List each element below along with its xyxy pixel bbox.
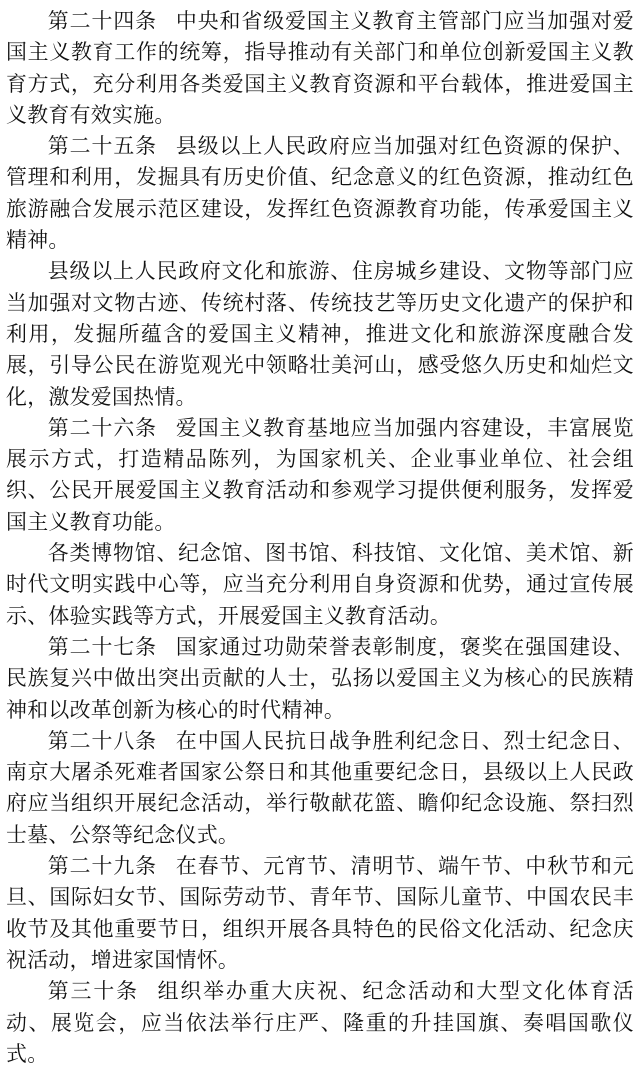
article-number: 第二十八条 bbox=[47, 728, 158, 753]
article-number: 第二十九条 bbox=[47, 854, 158, 879]
paragraph-text: 在春节、元宵节、清明节、端午节、中秋节和元旦、国际妇女节、国际劳动节、青年节、国际儿童节、中国农民丰收节及其他重要节日，组织开展各具特色的民俗文化活动、纪念庆祝活动，增进家国情怀。 bbox=[6, 854, 634, 972]
paragraph-text: 各类博物馆、纪念馆、图书馆、科技馆、文化馆、美术馆、新时代文明实践中心等，应当充分利用自身资源和优势，通过宣传展示、体验实践等方式，开展爱国主义教育活动。 bbox=[6, 541, 634, 628]
paragraph-text: 在中国人民抗日战争胜利纪念日、烈士纪念日、南京大屠杀死难者国家公祭日和其他重要纪念日，县级以上人民政府应当组织开展纪念活动，举行敬献花篮、瞻仰纪念设施、祭扫烈士墓、公祭等纪念仪式。 bbox=[6, 728, 634, 847]
paragraph-text: 国家通过功勋荣誉表彰制度，褒奖在强国建设、民族复兴中做出突出贡献的人士，弘扬以爱国主义为核心的民族精神和以改革创新为核心的时代精神。 bbox=[6, 634, 634, 722]
paragraph-text: 中央和省级爱国主义教育主管部门应当加强对爱国主义教育工作的统筹，指导推动有关部门和单位创新爱国主义教育方式，充分利用各类爱国主义教育资源和平台载体，推进爱国主义教育有效实施。 bbox=[6, 9, 634, 127]
paragraph-text: 县级以上人民政府文化和旅游、住房城乡建设、文物等部门应当加强对文物古迹、传统村落、传统技艺等历史文化遗产的保护和利用，发掘所蕴含的爱国主义精神，推进文化和旅游深度融合发展，引导公民在游览观光中领略壮美河山，感受悠久历史和灿烂文化，激发爱国热情。 bbox=[6, 259, 634, 409]
paragraph-article-27 bbox=[6, 632, 634, 726]
paragraph-text: 爱国主义教育基地应当加强内容建设，丰富展览展示方式，打造精品陈列，为国家机关、企业事业单位、社会组织、公民开展爱国主义教育活动和参观学习提供便利服务，发挥爱国主义教育功能。 bbox=[6, 415, 634, 534]
paragraph-article-25 bbox=[6, 131, 634, 256]
paragraph-article-26 bbox=[6, 413, 634, 538]
article-number: 第二十五条 bbox=[47, 134, 158, 159]
paragraph-article-30 bbox=[6, 976, 634, 1070]
paragraph-article-24 bbox=[6, 6, 634, 131]
article-number: 第二十七条 bbox=[47, 634, 158, 659]
paragraph-article-29 bbox=[6, 851, 634, 976]
paragraph-text: 组织举办重大庆祝、纪念活动和大型文化体育活动、展览会，应当依法举行庄严、隆重的升挂国旗、奏唱国歌仪式。 bbox=[6, 979, 634, 1066]
paragraph-article-28 bbox=[6, 726, 634, 851]
article-number: 第三十条 bbox=[47, 979, 139, 1004]
paragraph-text: 县级以上人民政府应当加强对红色资源的保护、管理和利用，发掘具有历史价值、纪念意义的红色资源，推动红色旅游融合发展示范区建设，发挥红色资源教育功能，传承爱国主义精神。 bbox=[6, 134, 634, 253]
article-number: 第二十四条 bbox=[47, 9, 158, 33]
paragraph-article-26-continued bbox=[6, 538, 634, 632]
article-number: 第二十六条 bbox=[47, 415, 158, 440]
paragraph-article-25-continued bbox=[6, 256, 634, 412]
document-body bbox=[6, 6, 634, 1070]
